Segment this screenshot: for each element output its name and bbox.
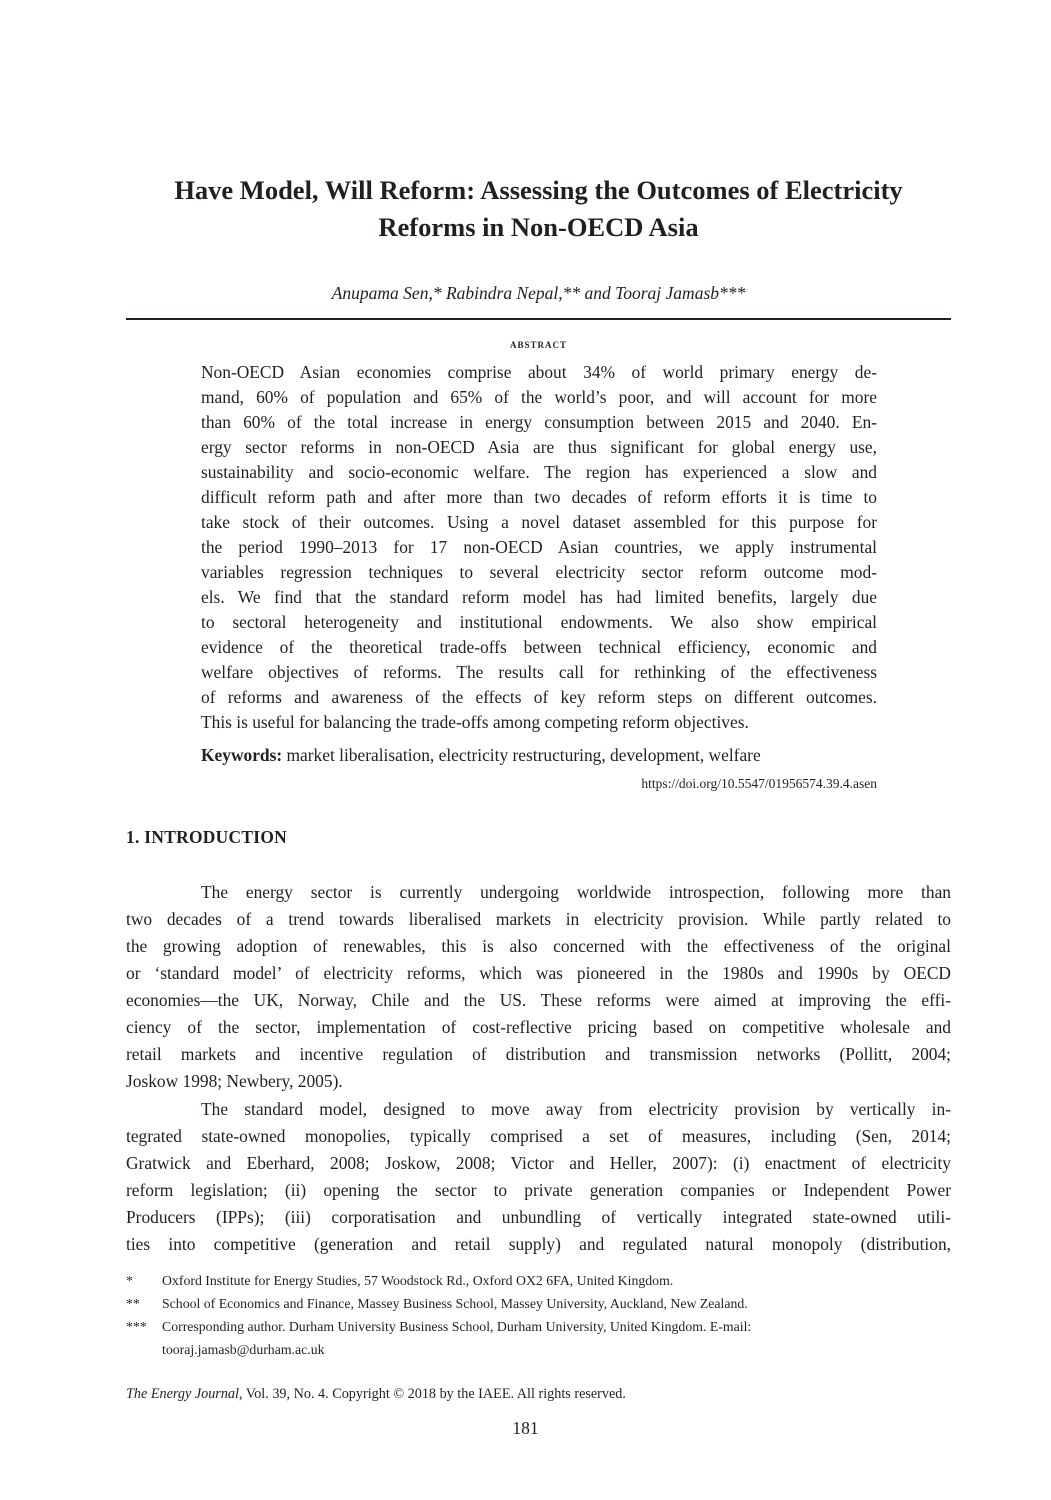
body-line: The energy sector is currently undergoing worldwide introspection, following more than	[201, 882, 951, 902]
journal-footer	[126, 1386, 626, 1403]
abstract-line: of reforms and awareness of the effects of key reform steps on different outcomes.	[201, 687, 877, 707]
body-line: The standard model, designed to move away from electricity provision by vertically in-	[201, 1099, 951, 1119]
body-line: Gratwick and Eberhard, 2008; Joskow, 2008; Victor and Heller, 2007): (i) enactment of electricity	[126, 1153, 951, 1173]
footnote	[126, 1269, 673, 1292]
body-line: Producers (IPPs); (iii) corporatisation and unbundling of vertically integrated state-owned utili-	[126, 1207, 951, 1227]
body-line: retail markets and incentive regulation of distribution and transmission networks (Pollitt, 2004;	[126, 1044, 951, 1064]
body-line: reform legislation; (ii) opening the sector to private generation companies or Independent Power	[126, 1180, 951, 1200]
footnote-mark: **	[126, 1296, 140, 1311]
abstract-line: take stock of their outcomes. Using a novel dataset assembled for this purpose for	[201, 512, 877, 532]
footnote-email[interactable]: tooraj.jamasb@durham.ac.uk	[162, 1342, 325, 1357]
page-number: 181	[512, 1418, 539, 1438]
paper-title	[126, 172, 951, 246]
keywords	[201, 743, 761, 768]
body-line: ciency of the sector, implementation of cost-reflective pricing based on competitive wholesale and	[126, 1017, 951, 1037]
footnote	[126, 1315, 751, 1338]
footnote	[126, 1292, 748, 1315]
journal-name: The Energy Journal	[126, 1386, 239, 1402]
intro-paragraph-2	[126, 1096, 951, 1258]
footnote-mark: *	[126, 1273, 133, 1288]
abstract-line: difficult reform path and after more than two decades of reform efforts it is time to	[201, 487, 877, 507]
abstract-line: evidence of the theoretical trade-offs between technical efficiency, economic and	[201, 637, 877, 657]
body-line: two decades of a trend towards liberalised markets in electricity provision. While partly related to	[126, 909, 951, 929]
footnote-text: School of Economics and Finance, Massey Business School, Massey University, Auckland, New Zealand.	[162, 1296, 748, 1311]
keywords-text: market liberalisation, electricity restructuring, development, welfare	[282, 745, 761, 765]
abstract-line: than 60% of the total increase in energy consumption between 2015 and 2040. En-	[201, 412, 877, 432]
footnote-text: Corresponding author. Durham University Business School, Durham University, United Kingdom. E-mail:	[162, 1319, 752, 1334]
keywords-label: Keywords:	[201, 745, 283, 765]
abstract-line: sustainability and socio-economic welfare. The region has experienced a slow and	[201, 462, 877, 482]
abstract-line: This is useful for balancing the trade-offs among competing reform objectives.	[201, 712, 749, 732]
section-heading: 1. INTRODUCTION	[126, 827, 288, 847]
title-line: Have Model, Will Reform: Assessing the Outcomes of Electricity	[174, 175, 903, 205]
title-line: Reforms in Non-OECD Asia	[378, 212, 699, 242]
abstract-line: Non-OECD Asian economies comprise about 34% of world primary energy de-	[201, 362, 877, 382]
abstract-line: welfare objectives of reforms. The results call for rethinking of the effectiveness	[201, 662, 877, 682]
abstract-line: variables regression techniques to several electricity sector reform outcome mod-	[201, 562, 877, 582]
body-line: economies—the UK, Norway, Chile and the US. These reforms were aimed at improving the effi-	[126, 990, 951, 1010]
doi-link[interactable]: https://doi.org/10.5547/01956574.39.4.asen	[641, 776, 877, 791]
abstract-line: els. We find that the standard reform model has had limited benefits, largely due	[201, 587, 877, 607]
body-line: or ‘standard model’ of electricity reforms, which was pioneered in the 1980s and 1990s by OECD	[126, 963, 951, 983]
abstract-line: mand, 60% of population and 65% of the world’s poor, and will account for more	[201, 387, 877, 407]
title-divider	[126, 318, 951, 320]
footnote-mark: ***	[126, 1319, 147, 1334]
copyright-text: , Vol. 39, No. 4. Copyright © 2018 by the IAEE. All rights reserved.	[238, 1386, 626, 1402]
body-line: the growing adoption of renewables, this is also concerned with the effectiveness of the original	[126, 936, 951, 956]
abstract-line: to sectoral heterogeneity and institutional endowments. We also show empirical	[201, 612, 877, 632]
abstract-heading: abstract	[509, 337, 567, 351]
abstract-body	[201, 360, 877, 735]
author-list: Anupama Sen,* Rabindra Nepal,** and Tooraj Jamasb***	[331, 283, 746, 303]
abstract-line: ergy sector reforms in non-OECD Asia are thus significant for global energy use,	[201, 437, 877, 457]
body-line: Joskow 1998; Newbery, 2005).	[126, 1071, 343, 1091]
abstract-line: the period 1990–2013 for 17 non-OECD Asian countries, we apply instrumental	[201, 537, 877, 557]
body-line: ties into competitive (generation and retail supply) and regulated natural monopoly (distribution,	[126, 1234, 951, 1254]
footnote-text: Oxford Institute for Energy Studies, 57 Woodstock Rd., Oxford OX2 6FA, United Kingdom.	[162, 1273, 674, 1288]
intro-paragraph-1	[126, 879, 951, 1095]
body-line: tegrated state-owned monopolies, typically comprised a set of measures, including (Sen, 2014;	[126, 1126, 951, 1146]
